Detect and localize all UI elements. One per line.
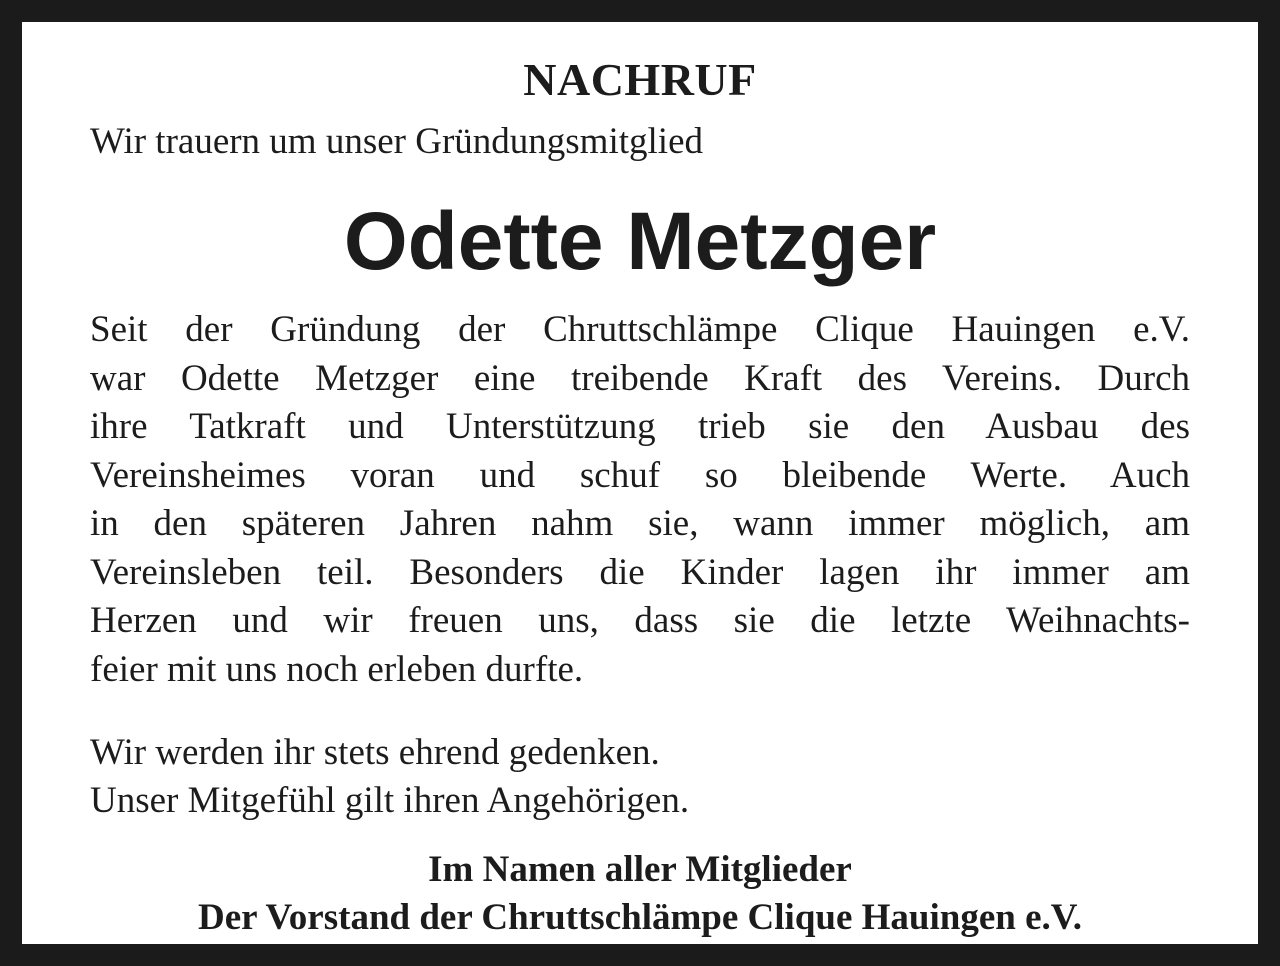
body-line: in den späteren Jahren nahm sie, wann immer möglich, am [90,503,1190,544]
signature-line: Im Namen aller Mitglieder [428,849,852,890]
body-line: Vereinsheimes voran und schuf so bleibende Werte. Auch [90,454,1190,496]
closing-line: Unser Mitgefühl gilt ihren Angehörigen. [90,780,690,821]
notice-heading: NACHRUF [523,54,757,105]
signature-line: Der Vorstand der Chruttschlämpe Clique Hauingen e.V. [198,897,1082,938]
body-line: Vereinsleben teil. Besonders die Kinder lagen ihr immer am [90,551,1190,593]
body-paragraph [90,306,1190,694]
closing-paragraph [90,729,689,825]
closing-line: Wir werden ihr stets ehrend gedenken. [90,732,660,773]
signature-block [22,846,1258,942]
body-line: feier mit uns noch erleben durfte. [90,648,584,690]
body-line: Seit der Gründung der Chruttschlämpe Clique Hauingen e.V. [90,309,1190,350]
body-line: war Odette Metzger eine treibende Kraft des Vereins. Durch [90,357,1190,399]
body-line: ihre Tatkraft und Unterstützung trieb sie den Ausbau des [90,406,1190,447]
deceased-name: Odette Metzger [343,196,937,287]
body-line: Herzen und wir freuen uns, dass sie die letzte Weihnachts- [90,600,1190,641]
intro-line: Wir trauern um unser Gründungsmitglied [90,121,703,162]
